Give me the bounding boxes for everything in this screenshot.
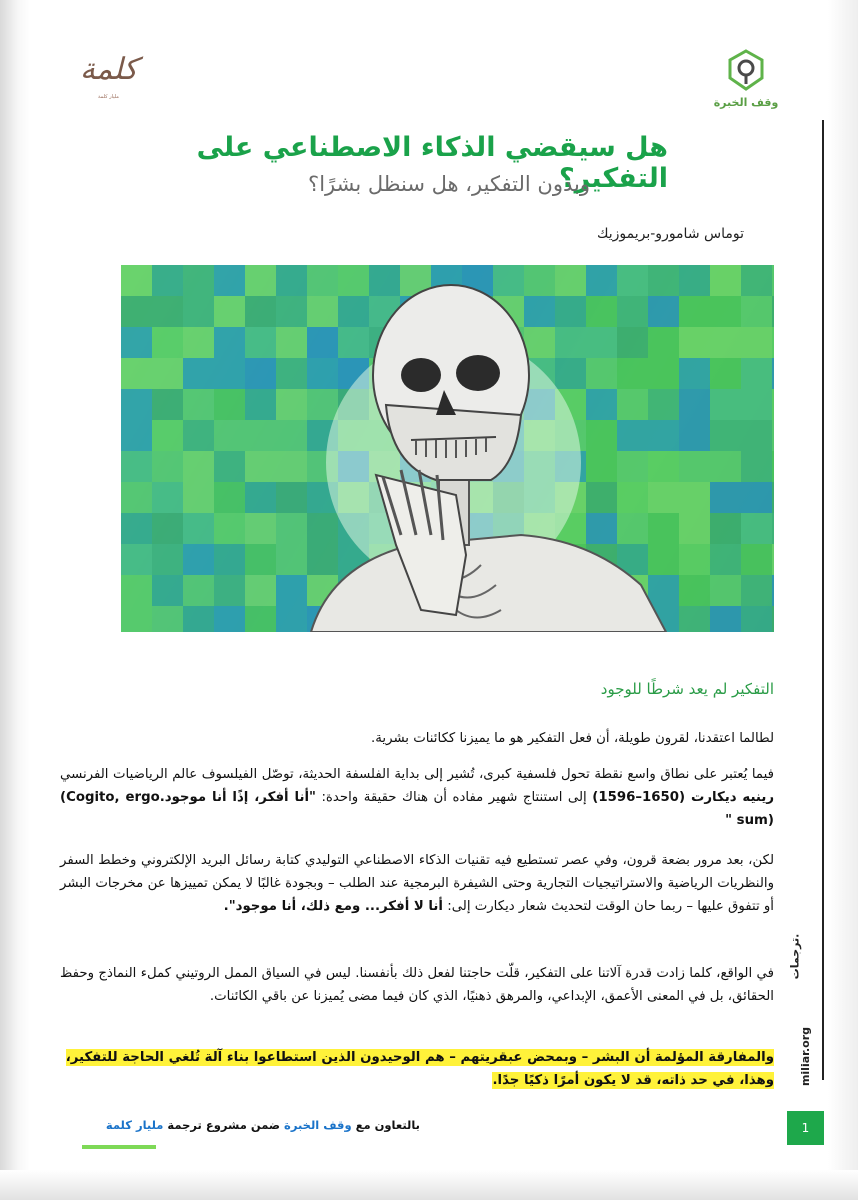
page-shadow-bottom <box>0 1170 858 1200</box>
cogito-latin: (Cogito, ergo sum) <box>60 790 774 828</box>
paragraph-2-text-c: إلى استنتاج شهير مفاده أن هناك حقيقة واحدة: <box>315 790 593 805</box>
highlight-line-1: والمفارقة المؤلمة أن البشر – وبمحض عبقريتهم – هم الوحيدون الذين استطاعوا بناء آلة تُلغي الحاجة للتفكير، <box>65 1050 774 1065</box>
hero-image <box>121 265 774 632</box>
paragraph-3-text-a: لكن، بعد مرور بضعة قرون، وفي عصر تستطيع فيه تقنيات الذكاء الاصطناعي التوليدي كتابة رسائل البريد الإلكتروني وخطط السفر والنظريات الرياضية والاستراتيجيات التجارية وحتى الشيفرة البرمجية عند الطلب – وبجودة غالبًا لا يمكن تمييزها عن مخرجات البشر أو تتفوق عليها – ربما حان الوقت لتحديث شعار ديكارت إلى: <box>60 853 774 914</box>
updated-motto: أنا لا أفكر... ومع ذلك، أنا موجود". <box>223 899 443 914</box>
footer-link-miliar[interactable]: مليار كلمة <box>105 1118 164 1132</box>
quote-close: " <box>725 813 737 828</box>
article-subtitle: وبدون التفكير، هل سنظل بشرًا؟ <box>308 172 590 196</box>
paragraph-5-highlighted <box>60 1046 774 1092</box>
page-shadow-right <box>828 0 858 1200</box>
side-labels <box>786 880 816 1110</box>
cogito-arabic: "أنا أفكر، إذًا أنا موجود. <box>159 790 316 805</box>
footer-text-a: بالتعاون مع <box>351 1118 420 1132</box>
side-label-site[interactable]: miliar.org <box>799 1026 813 1087</box>
footer-credit <box>80 1118 420 1132</box>
miliar-logo-sub: مليار كلمة <box>98 94 119 100</box>
waqf-logo-icon <box>724 48 768 92</box>
miliar-logo-text: كلمة <box>80 52 138 87</box>
page-shadow-left <box>0 0 30 1200</box>
section-heading: التفكير لم يعد شرطًا للوجود <box>600 680 774 698</box>
side-rule <box>822 120 824 1080</box>
paragraph-2 <box>60 763 774 832</box>
article-title: هل سيقضي الذكاء الاصطناعي على التفكير؟ <box>196 132 668 194</box>
waqf-alkhibra-logo <box>706 48 786 109</box>
paragraph-3 <box>60 849 774 918</box>
highlight-line-2: وهذا، في حد ذاته، قد لا يكون أمرًا ذكيًا جدًا. <box>492 1073 774 1088</box>
footer-text-b: ضمن مشروع ترجمة <box>163 1118 285 1132</box>
footer-link-waqf[interactable]: وقف الخبرة <box>284 1118 352 1132</box>
waqf-logo-name: وقف الخبرة <box>713 96 779 109</box>
page-number: 1 <box>787 1111 824 1145</box>
side-label-translations: ترجمات. <box>788 933 802 980</box>
article-author: توماس شامورو-بريموزيك <box>596 226 744 242</box>
paragraph-4-text: في الواقع، كلما زادت قدرة آلاتنا على التفكير، قلّت حاجتنا لفعل ذلك بأنفسنا. ليس في السياق الممل الروتيني كملء النماذج وحفظ الحقائق، بل في المعنى الأعمق، الإبداعي، والمرهق ذهنيًا، الذي كان فيما مضى يُميزنا عن باقي الكائنات. <box>60 966 774 1004</box>
paragraph-1 <box>60 727 774 750</box>
miliar-kalima-logo <box>80 52 142 110</box>
descartes-name: رينيه ديكارت (1650–1596) <box>592 790 774 805</box>
paragraph-4 <box>60 962 774 1008</box>
paragraph-2-text-a: فيما يُعتبر على نطاق واسع نقطة تحول فلسفية كبرى، تُشير إلى بداية الفلسفة الحديثة، توصّل الفيلسوف عالم الرياضيات الفرنسي <box>60 767 774 782</box>
paragraph-1-text: لطالما اعتقدنا، لقرون طويلة، أن فعل التفكير هو ما يميزنا ككائنات بشرية. <box>371 731 774 746</box>
footer-accent-bar <box>82 1145 156 1149</box>
skeleton-illustration <box>121 265 774 632</box>
